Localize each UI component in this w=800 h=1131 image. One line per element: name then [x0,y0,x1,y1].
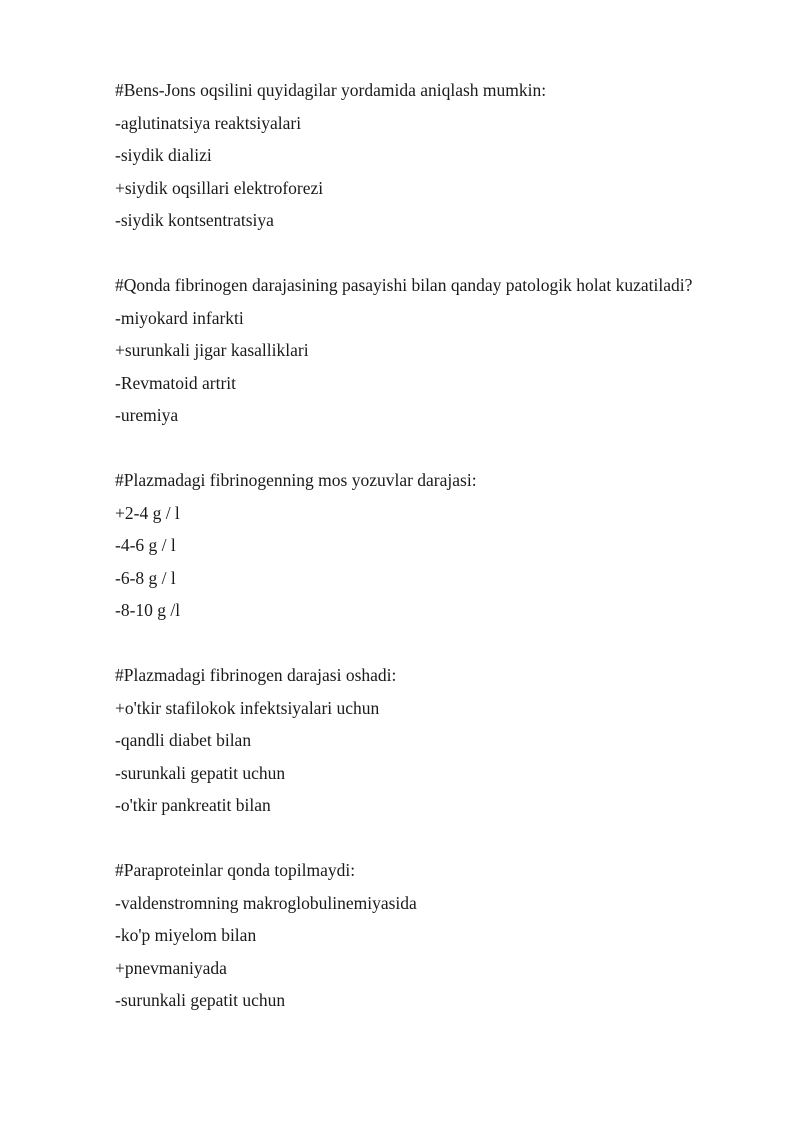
answer-option: -valdenstromning makroglobulinemiyasida [115,892,417,913]
answer-option-correct: +2-4 g / l [115,502,180,523]
question-text: #Bens-Jons oqsilini quyidagilar yordamida aniqlash mumkin: [115,80,547,100]
question-block-3 [115,464,775,627]
answer-option-correct: +siydik oqsillari elektroforezi [115,177,324,198]
question-text: #Plazmadagi fibrinogen darajasi oshadi: [115,665,397,685]
answer-option: -6-8 g / l [115,567,176,588]
answer-option: -ko'p miyelom bilan [115,925,257,945]
answer-option: -surunkali gepatit uchun [115,762,286,783]
document-content [115,74,775,1049]
answer-option-correct: +surunkali jigar kasalliklari [115,340,309,360]
question-block-1 [115,74,775,237]
answer-option: -8-10 g /l [115,600,181,620]
question-block-4 [115,659,775,822]
answer-option-correct: +pnevmaniyada [115,957,227,978]
answer-option-correct: +o'tkir stafilokok infektsiyalari uchun [115,697,380,718]
answer-option: -surunkali gepatit uchun [115,990,286,1010]
question-text: #Plazmadagi fibrinogenning mos yozuvlar darajasi: [115,470,477,490]
answer-option: -aglutinatsiya reaktsiyalari [115,112,302,133]
answer-option: -uremiya [115,405,179,425]
answer-option: -qandli diabet bilan [115,730,252,750]
answer-option: -siydik kontsentratsiya [115,210,274,230]
question-text: #Paraproteinlar qonda topilmaydi: [115,860,356,880]
answer-option: -4-6 g / l [115,535,176,555]
answer-option: -siydik dializi [115,145,212,165]
question-text: #Qonda fibrinogen darajasining pasayishi bilan qanday patologik holat kuzatiladi? [115,275,693,295]
question-block-5 [115,854,775,1017]
answer-option: -o'tkir pankreatit bilan [115,795,271,815]
answer-option: -miyokard infarkti [115,307,244,328]
question-block-2 [115,269,775,432]
answer-option: -Revmatoid artrit [115,372,237,393]
